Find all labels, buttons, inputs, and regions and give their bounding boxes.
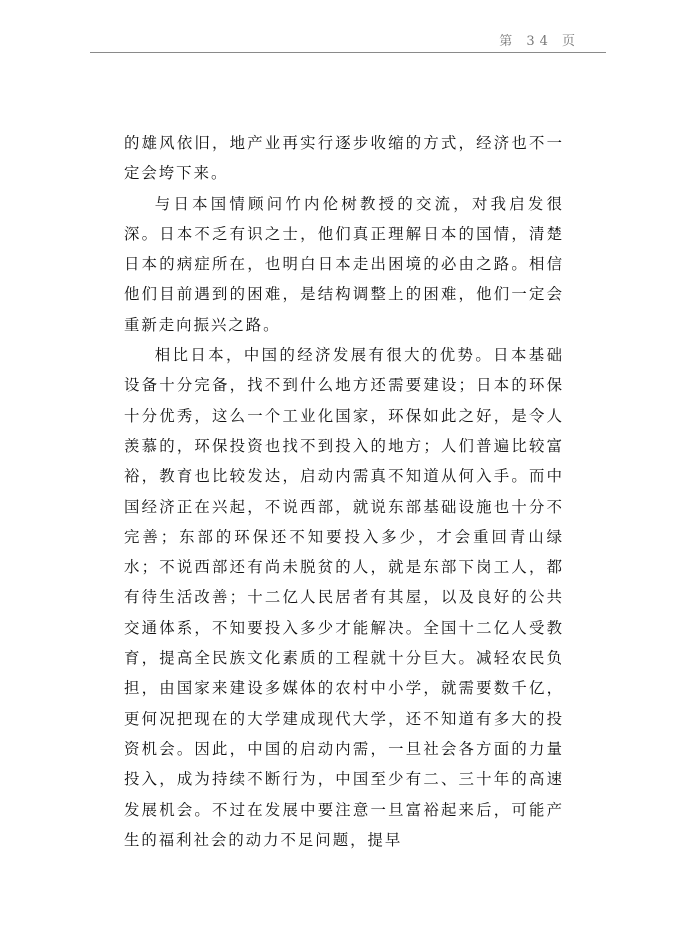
paragraph-continuation: 的雄风依旧，地产业再实行逐步收缩的方式，经济也不一定会垮下来。: [124, 134, 564, 183]
paragraph-japan-consultant: 与日本国情顾问竹内伦树教授的交流，对我启发很深。日本不乏有识之士，他们真正理解日本的国情，清楚日本的病症所在，也明白日本走出困境的必由之路。相信他们目前遇到的困难，是结构调整上的困难，他们一定会重新走向振兴之路。: [124, 194, 564, 334]
header-divider: [90, 52, 606, 53]
paragraph-china-advantage: 相比日本，中国的经济发展有很大的优势。日本基础设备十分完备，找不到什么地方还需要建设；日本的环保十分优秀，这么一个工业化国家，环保如此之好，是令人羡慕的，环保投资也找不到投入的地方；人们普遍比较富裕，教育也比较发达，启动内需真不知道从何入手。而中国经济正在兴起，不说西部，就说东部基础设施也十分不完善；东部的环保还不知要投入多少，才会重回青山绿水；不说西部还有尚未脱贫的人，就是东部下岗工人，都有待生活改善；十二亿人民居者有其屋，以及良好的公共交通体系，不知要投入多少才能解决。全国十二亿人受教育，提高全民族文化素质的工程就十分巨大。减轻农民负担，由国家来建设多媒体的农村中小学，就需要数千亿，更何况把现在的大学建成现代大学，还不知道有多大的投资机会。因此，中国的启动内需，一旦社会各方面的力量投入，成为持续不断行为，中国至少有二、三十年的高速发展机会。不过在发展中要注意一旦富裕起来后，可能产生的福利社会的动力不足问题，提早: [124, 346, 564, 849]
body-text: [124, 128, 564, 855]
page-number: 第 34 页: [499, 34, 580, 49]
